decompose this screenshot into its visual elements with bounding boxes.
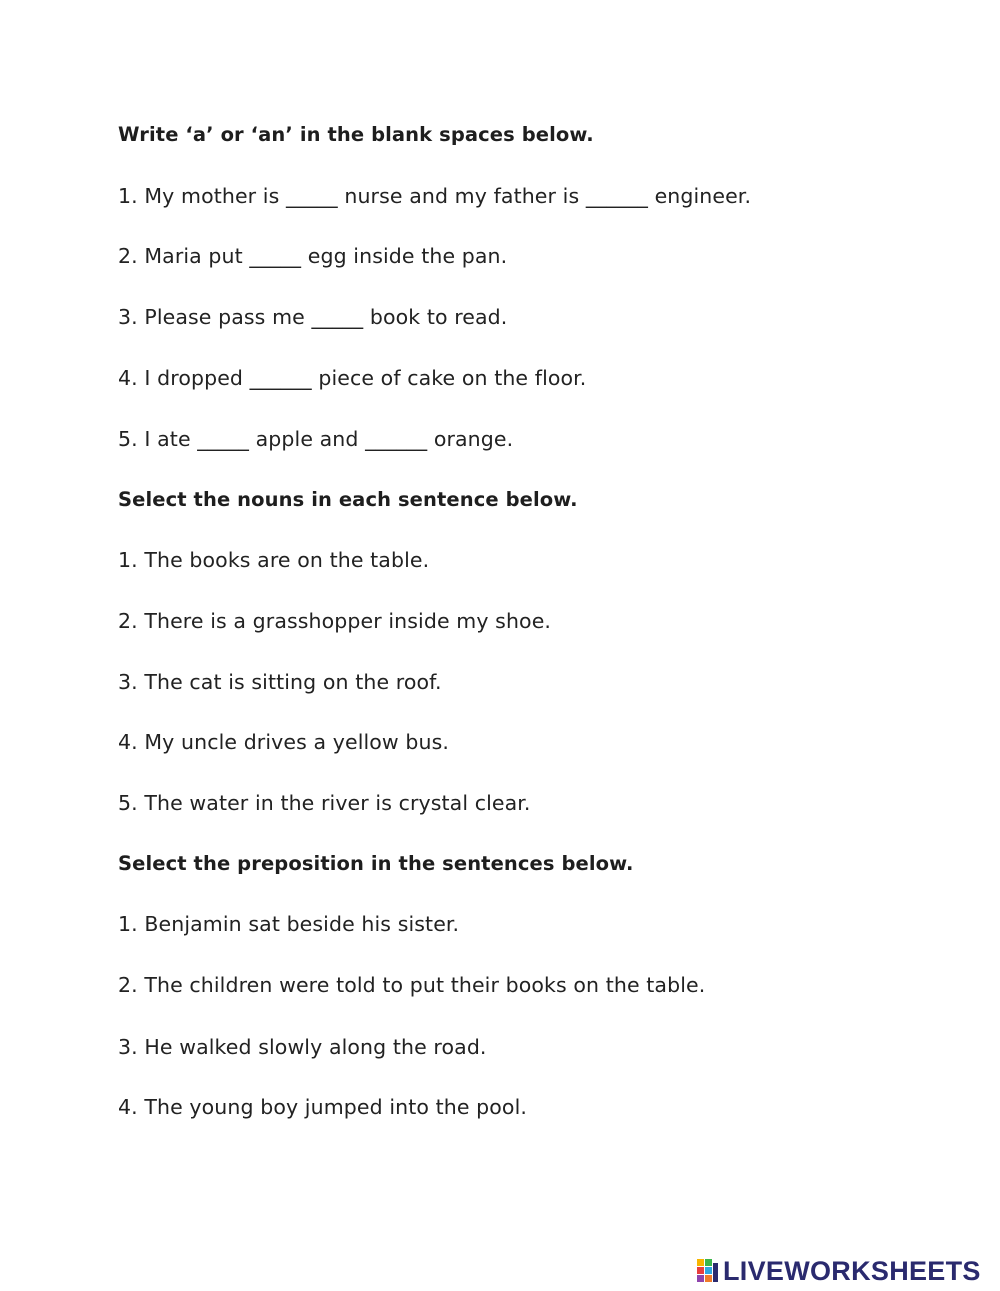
section1-item-4[interactable]: 4. I dropped ______ piece of cake on the floor.: [118, 366, 587, 390]
section1-item-3[interactable]: 3. Please pass me _____ book to read.: [118, 305, 508, 329]
section3-item-2[interactable]: 2. The children were told to put their books on the table.: [118, 973, 706, 997]
liveworksheets-logo: [697, 1256, 981, 1286]
section3-item-4[interactable]: 4. The young boy jumped into the pool.: [118, 1095, 527, 1119]
section1-item-2[interactable]: 2. Maria put _____ egg inside the pan.: [118, 244, 508, 268]
section2-item-5[interactable]: 5. The water in the river is crystal clear.: [118, 791, 531, 815]
section3-item-3[interactable]: 3. He walked slowly along the road.: [118, 1035, 487, 1059]
section1-heading: Write ‘a’ or ‘an’ in the blank spaces below.: [118, 123, 594, 146]
section2-item-3[interactable]: 3. The cat is sitting on the roof.: [118, 670, 442, 694]
liveworksheets-logo-icon: [697, 1257, 719, 1285]
section2-item-4[interactable]: 4. My uncle drives a yellow bus.: [118, 730, 450, 754]
section1-item-5[interactable]: 5. I ate _____ apple and ______ orange.: [118, 427, 514, 451]
section1-item-1[interactable]: 1. My mother is _____ nurse and my father is ______ engineer.: [118, 184, 752, 208]
section2-item-1[interactable]: 1. The books are on the table.: [118, 548, 430, 572]
liveworksheets-brand: LIVEWORKSHEETS: [723, 1255, 981, 1286]
section3-item-1[interactable]: 1. Benjamin sat beside his sister.: [118, 912, 460, 936]
section3-heading: Select the preposition in the sentences below.: [118, 852, 634, 875]
section2-heading: Select the nouns in each sentence below.: [118, 488, 578, 511]
section2-item-2[interactable]: 2. There is a grasshopper inside my shoe.: [118, 609, 552, 633]
